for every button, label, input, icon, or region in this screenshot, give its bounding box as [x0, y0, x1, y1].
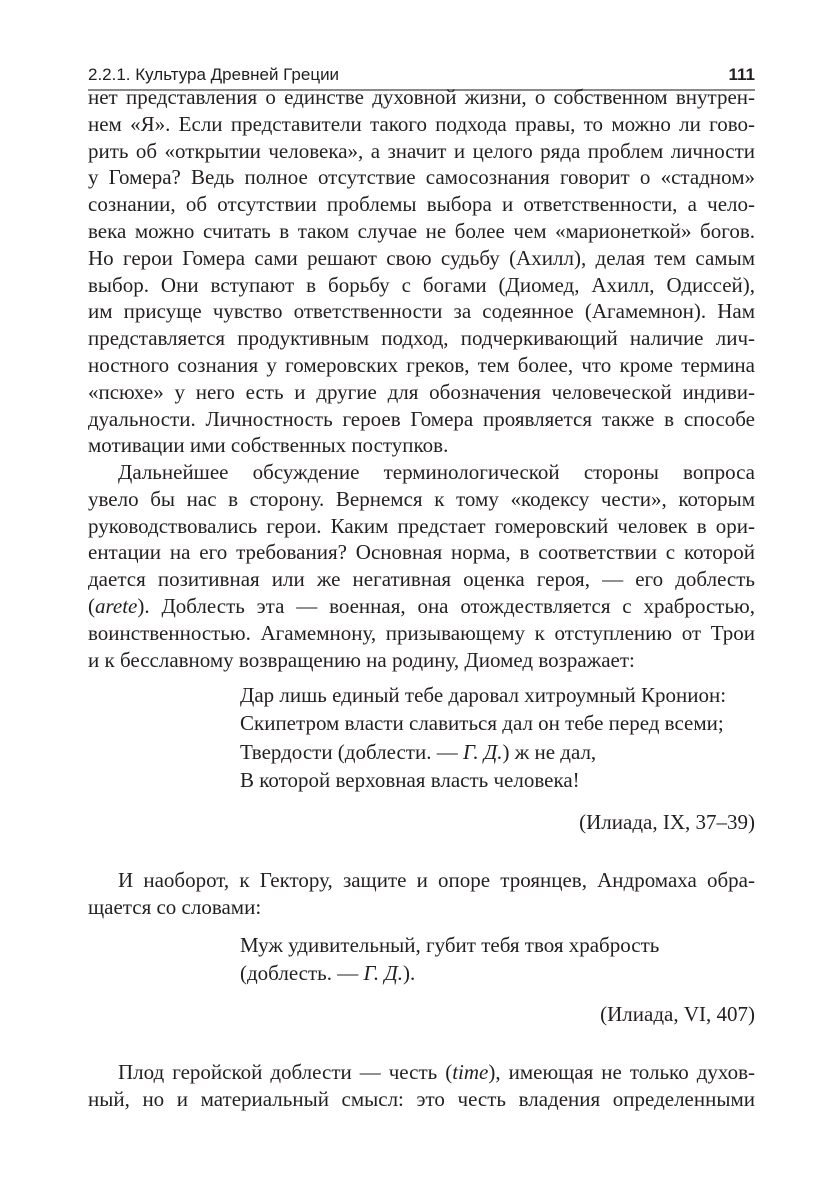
- text-line: им присуще чувство ответственности за содеянное (Агамемнон). Нам: [88, 299, 755, 324]
- paren: (: [88, 593, 95, 618]
- page-number: 111: [728, 65, 755, 84]
- verse-line: Скипетром власти славиться дал он тебе перед всеми;: [240, 711, 724, 736]
- text-line: [88, 1059, 755, 1086]
- paragraph-1: [88, 84, 755, 459]
- text-line: И наоборот, к Гектору, защите и опоре троянцев, Андромаха обра-: [118, 868, 755, 892]
- term-time: time: [452, 1060, 489, 1084]
- author-initials: Г. Д.: [462, 739, 503, 764]
- verse-line: В которой верховная власть человека!: [240, 767, 580, 792]
- text-line: и к бесславному возвращению на родину, Диомед возражает:: [88, 647, 635, 672]
- term-arete: arete: [95, 593, 138, 618]
- verse-line: Дар лишь единый тебе даровал хитроумный Кронион:: [240, 683, 727, 707]
- text: ), имеющая не только духов-: [488, 1060, 755, 1084]
- section-title: 2.2.1. Культура Древней Греции: [88, 65, 340, 84]
- text-line: мотивации ими собственных поступков.: [88, 433, 449, 458]
- paragraph-3: [88, 867, 755, 921]
- text-line: ентации на его требования? Основная норма, в соответствии с которой: [88, 540, 755, 565]
- text: Твердости (доблести. —: [240, 739, 463, 764]
- text-line: дуальности. Личностность героев Гомера проявляется также в способе: [88, 406, 755, 431]
- text-line: у Гомера? Ведь полное отсутствие самосознания говорит о «стадном»: [88, 165, 755, 190]
- verse-line: [240, 738, 760, 766]
- text-line: Дальнейшее обсуждение терминологической стороны вопроса: [118, 460, 755, 484]
- text-line: Но герои Гомера сами решают свою судьбу (Ахилл), делая тем самым: [88, 245, 755, 270]
- text-line: дается позитивная или же негативная оценка героя, — его доблесть: [88, 567, 755, 592]
- citation-1: (Илиада, IX, 37–39): [579, 810, 755, 834]
- paragraph-4: [88, 1059, 755, 1113]
- text-line: ный, но и материальный смысл: это честь владения определенными: [88, 1086, 755, 1111]
- text-line: века можно считать в таком случае не более чем «марионеткой» богов.: [88, 218, 755, 243]
- text-line: щается со словами:: [88, 894, 262, 919]
- verse-quote-1: [240, 681, 760, 794]
- text-line: рить об «открытии человека», а значит и целого ряда проблем личности: [88, 138, 755, 163]
- text: ) ж не дал,: [502, 739, 597, 764]
- text-line: сознании, об отсутствии проблемы выбора и ответственности, а чело-: [88, 192, 755, 217]
- text-line: «псюхе» у него есть и другие для обозначения человеческой индиви-: [88, 379, 755, 404]
- verse-line: [240, 959, 760, 987]
- verse-line: Муж удивительный, губит тебя твоя храбрость: [240, 933, 660, 957]
- text: Плод геройской доблести — честь (: [118, 1060, 453, 1084]
- text: ). Доблесть эта — военная, она отождествляется с храбростью,: [137, 593, 755, 618]
- text-line: представляется продуктивным подход, подчеркивающий наличие лич-: [88, 326, 755, 351]
- text: (доблесть. —: [240, 961, 364, 986]
- text-line: [88, 593, 755, 620]
- paragraph-2: [88, 459, 755, 673]
- text-line: нет представления о единстве духовной жизни, о собственном внутрен-: [88, 85, 755, 109]
- author-initials: Г. Д.: [363, 961, 403, 986]
- text-line: руководствовались герои. Каким предстает гомеровский человек в ори-: [88, 513, 755, 538]
- text-line: нем «Я». Если представители такого подхода правы, то можно ли гово-: [88, 111, 755, 136]
- verse-quote-2: [240, 931, 760, 988]
- text-line: ностного сознания у гомеровских греков, тем более, что кроме термина: [88, 352, 755, 377]
- text-line: выбор. Они вступают в борьбу с богами (Диомед, Ахилл, Одиссей),: [88, 272, 755, 297]
- text-line: увело бы нас в сторону. Вернемся к тому «кодексу чести», которым: [88, 486, 755, 511]
- text: ).: [402, 961, 416, 986]
- citation-2: (Илиада, VI, 407): [600, 1002, 755, 1026]
- text-line: воинственностью. Агамемнону, призывающему к отступлению от Трои: [88, 620, 755, 645]
